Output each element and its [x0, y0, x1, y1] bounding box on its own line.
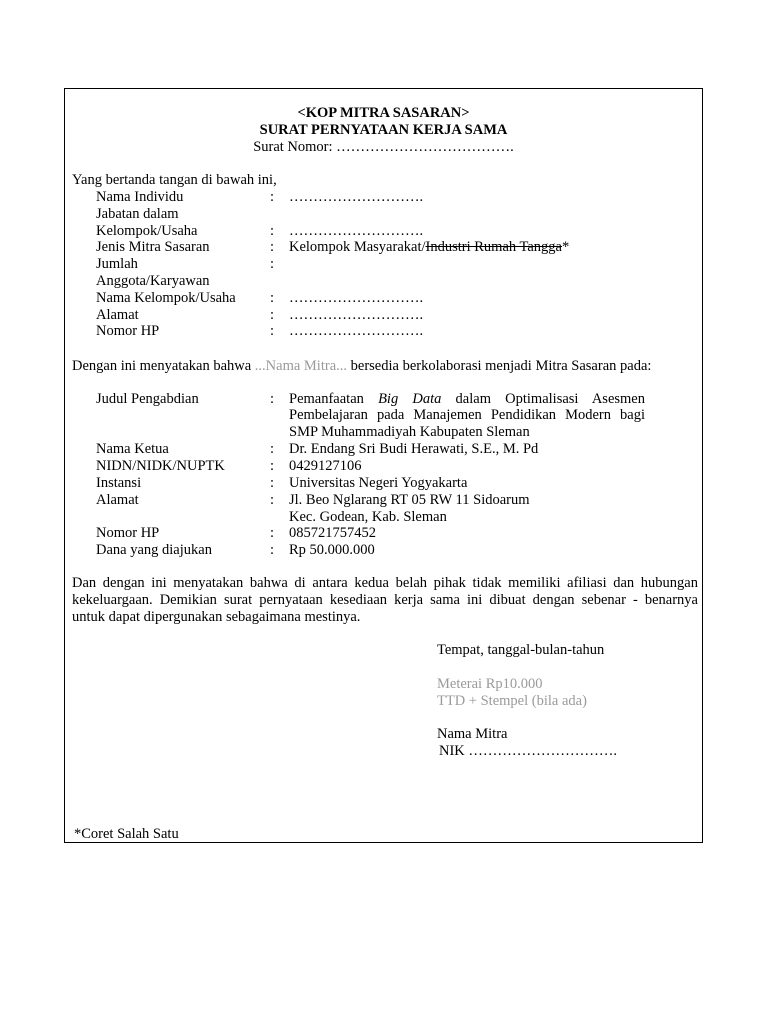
field-label-alamat: Alamat [96, 307, 139, 323]
field-colon: : [270, 391, 275, 407]
field-colon: : [270, 542, 275, 558]
field-colon: : [270, 475, 275, 491]
statement-text [72, 358, 651, 375]
field-label-jumlah: Jumlah [96, 256, 138, 272]
label-nidn: NIDN/NIDK/NUPTK [96, 458, 225, 474]
label-instansi: Instansi [96, 475, 142, 491]
field-label-nama-individu: Nama Individu [96, 189, 184, 205]
judul-line-1 [289, 391, 645, 408]
jenis-mitra-option-struck: Industri Rumah Tangga [425, 239, 562, 255]
closing-line-3: untuk dapat dipergunakan sebagaimana mestinya. [72, 609, 361, 625]
field-colon: : [270, 189, 275, 205]
place-date: Tempat, tanggal-bulan-tahun [437, 642, 605, 658]
label-nomor-hp-ketua: Nomor HP [96, 525, 160, 541]
label-dana: Dana yang diajukan [96, 542, 212, 558]
label-alamat-ketua: Alamat [96, 492, 139, 508]
value-alamat-line-2: Kec. Godean, Kab. Sleman [289, 509, 447, 525]
judul-italic-term: Big Data [378, 391, 442, 407]
label-nama-ketua: Nama Ketua [96, 441, 169, 457]
signature-stamp-note: TTD + Stempel (bila ada) [437, 693, 587, 709]
field-value-nomor-hp: ………………………. [289, 323, 424, 339]
field-colon: : [270, 307, 275, 323]
meterai-note: Meterai Rp10.000 [437, 676, 543, 692]
field-colon: : [270, 458, 275, 474]
field-label-nama-kelompok: Nama Kelompok/Usaha [96, 290, 236, 306]
label-judul-pengabdian: Judul Pengabdian [96, 391, 199, 407]
field-value-nama-kelompok: ………………………. [289, 290, 424, 306]
intro-text: Yang bertanda tangan di bawah ini, [72, 172, 277, 188]
field-label-nomor-hp: Nomor HP [96, 323, 160, 339]
document-frame [64, 88, 703, 843]
field-label-jenis-mitra: Jenis Mitra Sasaran [96, 239, 210, 255]
value-alamat-line-1: Jl. Beo Nglarang RT 05 RW 11 Sidoarum [289, 492, 530, 508]
letter-number: Surat Nomor: ………………………………. [253, 139, 514, 155]
judul-text: dalam Optimalisasi Asesmen [441, 391, 645, 407]
closing-line-2: kekeluargaan. Demikian surat pernyataan kesediaan kerja sama ini dibuat dengan sebenar - benarnya [72, 592, 698, 608]
statement-before: Dengan ini menyatakan bahwa [72, 358, 255, 374]
signer-name: Nama Mitra [437, 726, 508, 742]
field-label-anggota: Anggota/Karyawan [96, 273, 210, 289]
judul-line-3: SMP Muhammadiyah Kabupaten Sleman [289, 424, 530, 440]
kop-placeholder: <KOP MITRA SASARAN> [297, 105, 470, 121]
field-value-alamat: ………………………. [289, 307, 424, 323]
judul-text: Pemanfaatan [289, 391, 379, 407]
value-nidn: 0429127106 [289, 458, 362, 474]
value-nama-ketua: Dr. Endang Sri Budi Herawati, S.E., M. Pd [289, 441, 539, 457]
field-label-jabatan: Jabatan dalam [96, 206, 179, 222]
field-colon: : [270, 239, 275, 255]
field-value-jabatan: ………………………. [289, 223, 424, 239]
value-instansi: Universitas Negeri Yogyakarta [289, 475, 468, 491]
field-colon: : [270, 323, 275, 339]
footnote: *Coret Salah Satu [74, 826, 179, 842]
field-colon: : [270, 290, 275, 306]
footnote-marker: * [561, 239, 570, 255]
field-colon: : [270, 256, 275, 272]
signer-nik: NIK …………………………. [439, 743, 618, 759]
nama-mitra-placeholder: ...Nama Mitra... [254, 358, 348, 374]
judul-line-2: Pembelajaran pada Manajemen Pendidikan Modern bagi [289, 407, 645, 423]
closing-line-1: Dan dengan ini menyatakan bahwa di antara kedua belah pihak tidak memiliki afiliasi dan hubungan [72, 575, 698, 591]
jenis-mitra-option-kelompok: Kelompok Masyarakat/ [289, 239, 426, 255]
document-title: SURAT PERNYATAAN KERJA SAMA [259, 122, 508, 138]
field-colon: : [270, 492, 275, 508]
value-nomor-hp-ketua: 085721757452 [289, 525, 376, 541]
field-value-jenis-mitra [289, 239, 569, 256]
field-value-nama-individu: ………………………. [289, 189, 424, 205]
field-colon: : [270, 441, 275, 457]
field-colon: : [270, 223, 275, 239]
field-colon: : [270, 525, 275, 541]
field-label-kelompok-usaha: Kelompok/Usaha [96, 223, 198, 239]
value-dana: Rp 50.000.000 [289, 542, 375, 558]
statement-after: bersedia berkolaborasi menjadi Mitra Sasaran pada: [347, 358, 652, 374]
